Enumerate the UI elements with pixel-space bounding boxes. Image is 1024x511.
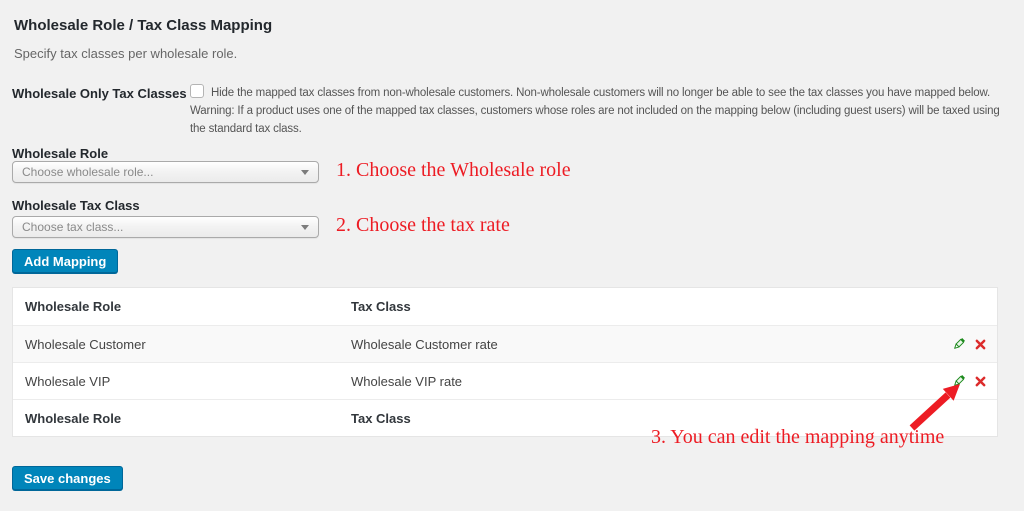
save-changes-button[interactable]: Save changes: [12, 466, 123, 490]
wholesale-only-description: Hide the mapped tax classes from non-wholesale customers. Non-wholesale customers will no longer be able to see the tax classes you have mapped below. Warning: If a product uses one of the mapped tax classes, customers whose roles are not included on the mapping below (including guest users) will be taxed using the standard tax class.: [190, 87, 1000, 135]
annotation-step2: 2. Choose the tax rate: [336, 214, 510, 236]
annotation-step3: 3. You can edit the mapping anytime: [651, 426, 945, 448]
row-tax-class: Wholesale Customer rate: [351, 336, 498, 352]
add-mapping-button[interactable]: Add Mapping: [12, 249, 118, 273]
wholesale-tax-class-select-placeholder: Choose tax class...: [22, 220, 124, 234]
footer-wholesale-role: Wholesale Role: [25, 410, 122, 426]
pencil-icon: [952, 337, 966, 351]
page-subtitle: Specify tax classes per wholesale role.: [14, 46, 238, 61]
x-icon: [975, 376, 986, 387]
row-tax-class: Wholesale VIP rate: [351, 373, 463, 389]
table-header-row: [13, 288, 997, 325]
wholesale-role-label: Wholesale Role: [12, 146, 109, 161]
row-role: Wholesale VIP: [25, 373, 111, 389]
row-role: Wholesale Customer: [25, 336, 146, 352]
header-wholesale-role: Wholesale Role: [25, 299, 122, 314]
hide-tax-classes-checkbox[interactable]: [190, 84, 204, 98]
wholesale-only-description-block: [190, 84, 1016, 138]
wholesale-tax-class-label: Wholesale Tax Class: [12, 198, 140, 213]
footer-tax-class: Tax Class: [351, 410, 411, 426]
wholesale-role-select-placeholder: Choose wholesale role...: [22, 165, 154, 179]
chevron-down-icon: [301, 225, 309, 230]
chevron-down-icon: [301, 170, 309, 175]
wholesale-role-select[interactable]: [12, 161, 319, 183]
delete-mapping-button[interactable]: [975, 339, 986, 350]
wholesale-only-tax-classes-label: Wholesale Only Tax Classes: [12, 86, 187, 101]
table-row: [13, 325, 997, 362]
edit-mapping-button[interactable]: [952, 337, 966, 351]
annotation-step1: 1. Choose the Wholesale role: [336, 159, 571, 181]
wholesale-tax-class-select[interactable]: [12, 216, 319, 238]
page-title: Wholesale Role / Tax Class Mapping: [14, 17, 273, 34]
mapping-table: [12, 287, 998, 437]
x-icon: [975, 339, 986, 350]
delete-mapping-button[interactable]: [975, 376, 986, 387]
header-tax-class: Tax Class: [351, 299, 411, 314]
table-row: [13, 362, 997, 399]
